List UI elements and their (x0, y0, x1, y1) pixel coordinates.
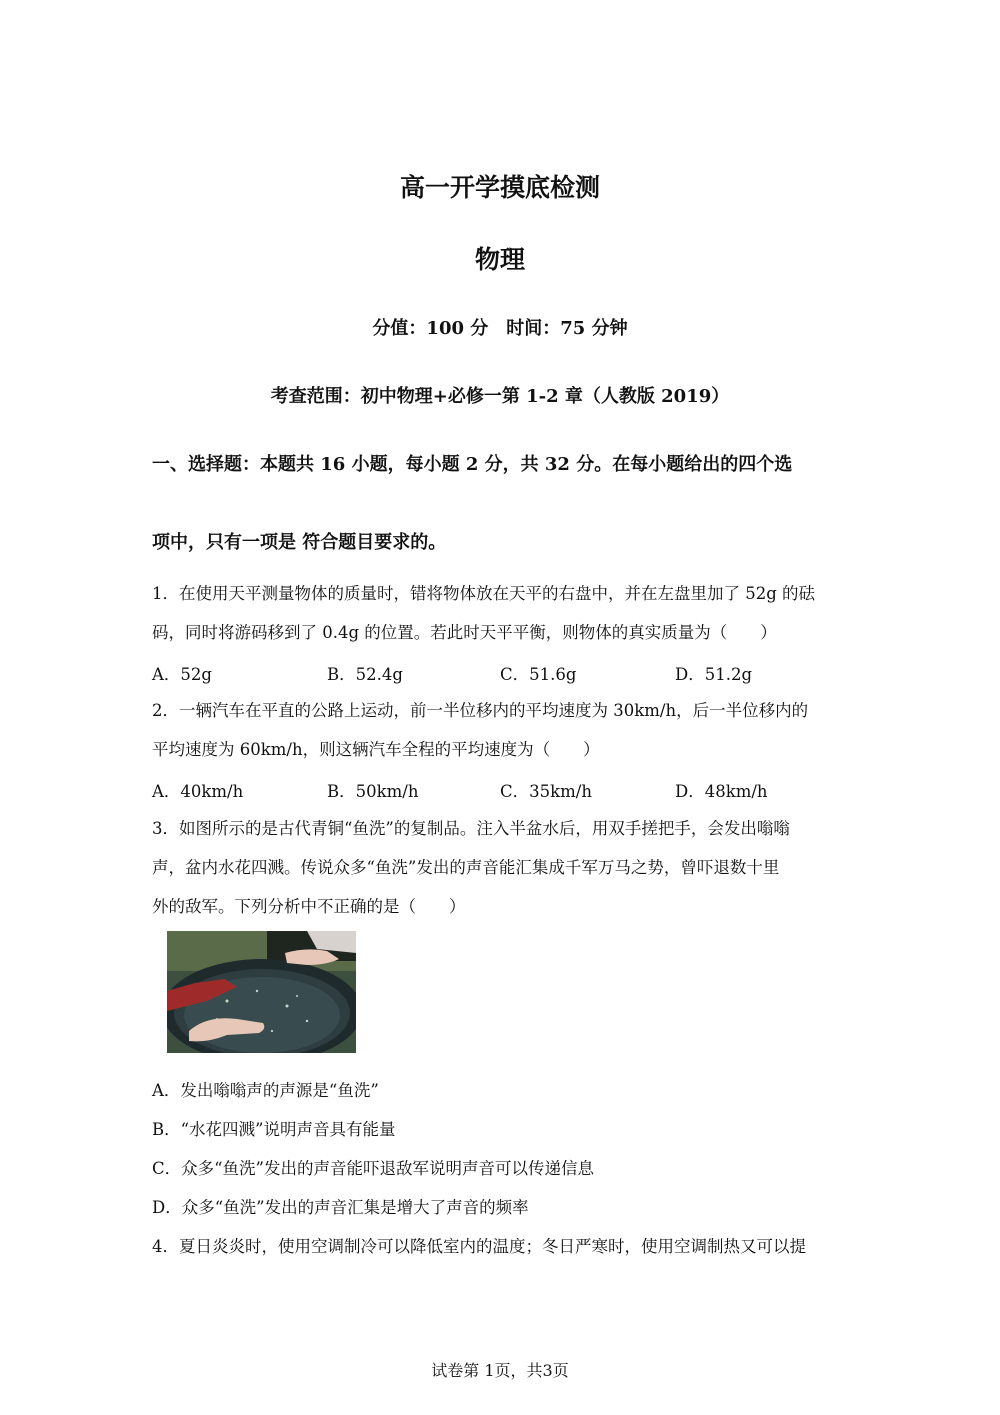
question-3-option-b[interactable]: B．“水花四溅”说明声音具有能量 (152, 1120, 396, 1139)
section-heading-line2: 项中，只有一项是 符合题目要求的。 (152, 532, 447, 553)
fish-basin-photo (167, 931, 356, 1053)
question-1 (152, 574, 852, 652)
question-1-option-d[interactable]: D．51.2g (675, 665, 753, 684)
question-1-option-c[interactable]: C．51.6g (500, 665, 577, 684)
score-time-info: 分值：100 分 时间：75 分钟 (372, 318, 628, 339)
question-2-option-d[interactable]: D．48km/h (675, 782, 768, 801)
question-3 (152, 809, 852, 926)
question-1-options (152, 661, 852, 691)
question-3-option-c[interactable]: C．众多“鱼洗”发出的声音能吓退敌军说明声音可以传递信息 (152, 1159, 594, 1178)
question-2-option-a[interactable]: A．40km/h (152, 782, 244, 801)
question-3-line1: 3．如图所示的是古代青铜“鱼洗”的复制品。注入半盆水后，用双手搓把手，会发出嗡嗡 (152, 819, 790, 838)
exam-title: 高一开学摸底检测 (399, 173, 600, 202)
question-2-option-b[interactable]: B．50km/h (327, 782, 419, 801)
question-1-line2: 码，同时将游码移到了 0.4g 的位置。若此时天平平衡，则物体的真实质量为（ ） (152, 623, 777, 642)
question-1-line1: 1．在使用天平测量物体的质量时，错将物体放在天平的右盘中，并在左盘里加了 52g 的砝 (152, 584, 816, 603)
subject-title: 物理 (474, 245, 525, 274)
question-2 (152, 691, 852, 769)
question-3-option-a[interactable]: A．发出嗡嗡声的声源是“鱼洗” (152, 1081, 379, 1100)
question-2-line2: 平均速度为 60km/h，则这辆汽车全程的平均速度为（ ） (152, 740, 600, 759)
question-3-line2: 声，盆内水花四溅。传说众多“鱼洗”发出的声音能汇集成千军万马之势，曾吓退数十里 (152, 858, 780, 877)
question-2-option-c[interactable]: C．35km/h (500, 782, 592, 801)
question-3-line3: 外的敌军。下列分析中不正确的是（ ） (152, 897, 466, 916)
question-4-line1: 4．夏日炎炎时，使用空调制冷可以降低室内的温度；冬日严寒时，使用空调制热又可以提 (152, 1237, 806, 1256)
question-1-option-a[interactable]: A．52g (152, 665, 212, 684)
section-heading-line1: 一、选择题：本题共 16 小题，每小题 2 分，共 32 分。在每小题给出的四个选 (152, 454, 793, 475)
page-footer: 试卷第 1页，共3页 (431, 1361, 569, 1380)
question-2-options (152, 778, 852, 808)
question-3-option-d[interactable]: D．众多“鱼洗”发出的声音汇集是增大了声音的频率 (152, 1198, 529, 1217)
exam-scope: 考查范围：初中物理+必修一第 1-2 章（人教版 2019） (270, 386, 730, 407)
question-1-option-b[interactable]: B．52.4g (327, 665, 403, 684)
question-2-line1: 2．一辆汽车在平直的公路上运动，前一半位移内的平均速度为 30km/h，后一半位移内的 (152, 701, 809, 720)
